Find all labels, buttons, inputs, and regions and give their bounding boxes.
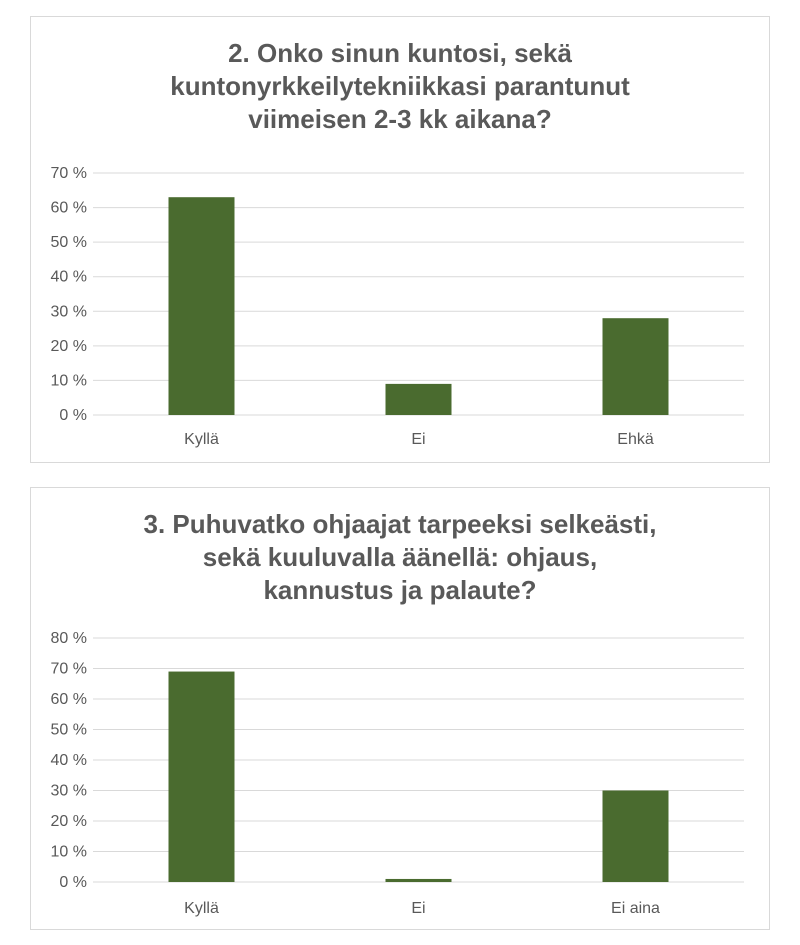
x-category-label: Ei bbox=[411, 900, 426, 917]
bar-kyllä bbox=[169, 197, 235, 415]
x-category-label: Kyllä bbox=[184, 431, 219, 448]
y-tick-label: 60 % bbox=[50, 199, 87, 217]
bar-ehkä bbox=[603, 318, 669, 415]
y-tick-label: 70 % bbox=[50, 165, 87, 182]
bar-ei bbox=[386, 384, 452, 415]
y-tick-label: 40 % bbox=[50, 268, 87, 286]
y-tick-label: 30 % bbox=[50, 782, 87, 800]
y-tick-label: 10 % bbox=[50, 372, 87, 390]
x-category-label: Ehkä bbox=[617, 431, 654, 448]
bar-kyllä bbox=[169, 672, 235, 882]
chart-panel-1 bbox=[30, 16, 770, 463]
bar-ei bbox=[386, 879, 452, 882]
y-tick-label: 70 % bbox=[50, 660, 87, 678]
y-tick-label: 10 % bbox=[50, 843, 87, 861]
chart-title-line-2: sekä kuuluvalla äänellä: ohjaus, bbox=[202, 542, 598, 572]
y-tick-label: 60 % bbox=[50, 691, 87, 708]
y-tick-label: 50 % bbox=[50, 234, 87, 252]
bar-chart-plot bbox=[31, 17, 771, 464]
chart-title-line-3: kannustus ja palaute? bbox=[263, 575, 537, 605]
y-tick-label: 80 % bbox=[50, 630, 87, 647]
bar-ei-aina bbox=[603, 791, 669, 883]
chart-panel-2 bbox=[30, 487, 770, 930]
chart-title-line-1: 2. Onko sinun kuntosi, sekä bbox=[228, 38, 572, 68]
bar-chart-plot bbox=[31, 488, 771, 931]
y-tick-label: 0 % bbox=[59, 407, 87, 424]
y-tick-label: 0 % bbox=[59, 874, 87, 891]
chart-title-line-1: 3. Puhuvatko ohjaajat tarpeeksi selkeästi, bbox=[143, 509, 657, 539]
chart-title-line-3: viimeisen 2-3 kk aikana? bbox=[248, 104, 552, 134]
x-category-label: Ei bbox=[411, 431, 426, 448]
y-tick-label: 40 % bbox=[50, 752, 87, 769]
y-tick-label: 30 % bbox=[50, 303, 87, 321]
y-tick-label: 50 % bbox=[50, 721, 87, 739]
chart-title-line-2: kuntonyrkkeilytekniikkasi parantunut bbox=[170, 71, 630, 101]
x-category-label: Ei aina bbox=[611, 900, 660, 917]
x-category-label: Kyllä bbox=[184, 900, 219, 917]
y-tick-label: 20 % bbox=[50, 813, 87, 830]
y-tick-label: 20 % bbox=[50, 337, 87, 355]
